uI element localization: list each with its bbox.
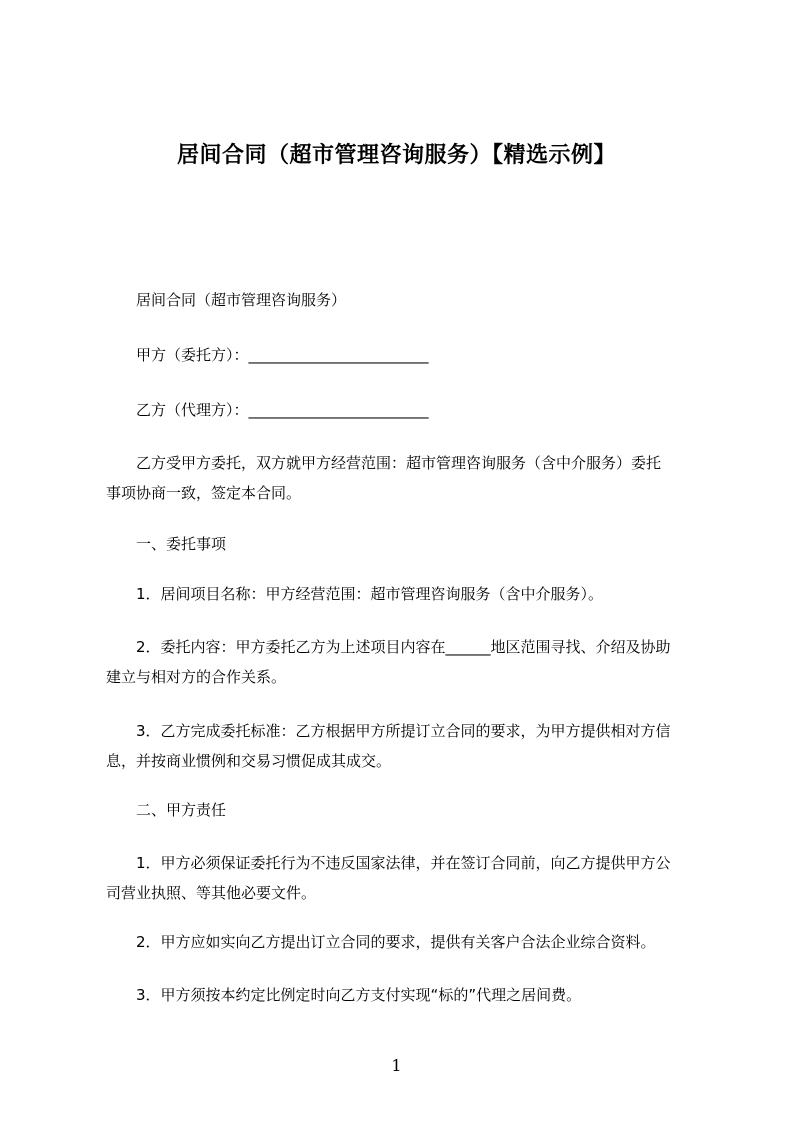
section-1-item-3-line-1: 3．乙方完成委托标准：乙方根据甲方所提订立合同的要求，为甲方提供相对方信 bbox=[136, 722, 671, 740]
section-2-heading: 二、甲方责任 bbox=[136, 801, 227, 819]
page-number: 1 bbox=[391, 1056, 402, 1075]
section-1-item-2-line-1: 2．委托内容：甲方委托乙方为上述项目内容在______地区范围寻找、介绍及协助 bbox=[136, 638, 671, 656]
intro-line-1: 乙方受甲方委托，双方就甲方经营范围：超市管理咨询服务（含中介服务）委托 bbox=[136, 454, 662, 472]
section-2-item-1 bbox=[106, 848, 716, 908]
intro-line-2: 事项协商一致，签定本合同。 bbox=[106, 484, 302, 502]
section-1-item-2 bbox=[106, 632, 716, 692]
party-b-line: 乙方（代理方）：________________________ bbox=[136, 401, 429, 419]
section-1-item-2-line-2: 建立与相对方的合作关系。 bbox=[106, 668, 287, 686]
section-2-item-1-line-1: 1．甲方必须保证委托行为不违反国家法律，并在签订合同前，向乙方提供甲方公 bbox=[136, 854, 671, 872]
section-1-item-3 bbox=[106, 716, 716, 776]
section-2-item-1-line-2: 司营业执照、等其他必要文件。 bbox=[106, 884, 317, 902]
party-a-line: 甲方（委托方）：________________________ bbox=[136, 346, 429, 364]
intro-paragraph bbox=[106, 448, 716, 508]
section-2-item-3: 3．甲方须按本约定比例定时向乙方支付实现“标的”代理之居间费。 bbox=[136, 986, 582, 1004]
document-title: 居间合同（超市管理咨询服务）【精选示例】 bbox=[176, 143, 616, 168]
section-2-item-2: 2．甲方应如实向乙方提出订立合同的要求，提供有关客户合法企业综合资料。 bbox=[136, 933, 656, 951]
section-1-item-1: 1．居间项目名称：甲方经营范围：超市管理咨询服务（含中介服务）。 bbox=[136, 585, 604, 603]
contract-subtitle: 居间合同（超市管理咨询服务） bbox=[136, 291, 347, 309]
section-1-item-3-line-2: 息，并按商业惯例和交易习惯促成其成交。 bbox=[106, 752, 392, 770]
section-1-heading: 一、委托事项 bbox=[136, 535, 227, 553]
